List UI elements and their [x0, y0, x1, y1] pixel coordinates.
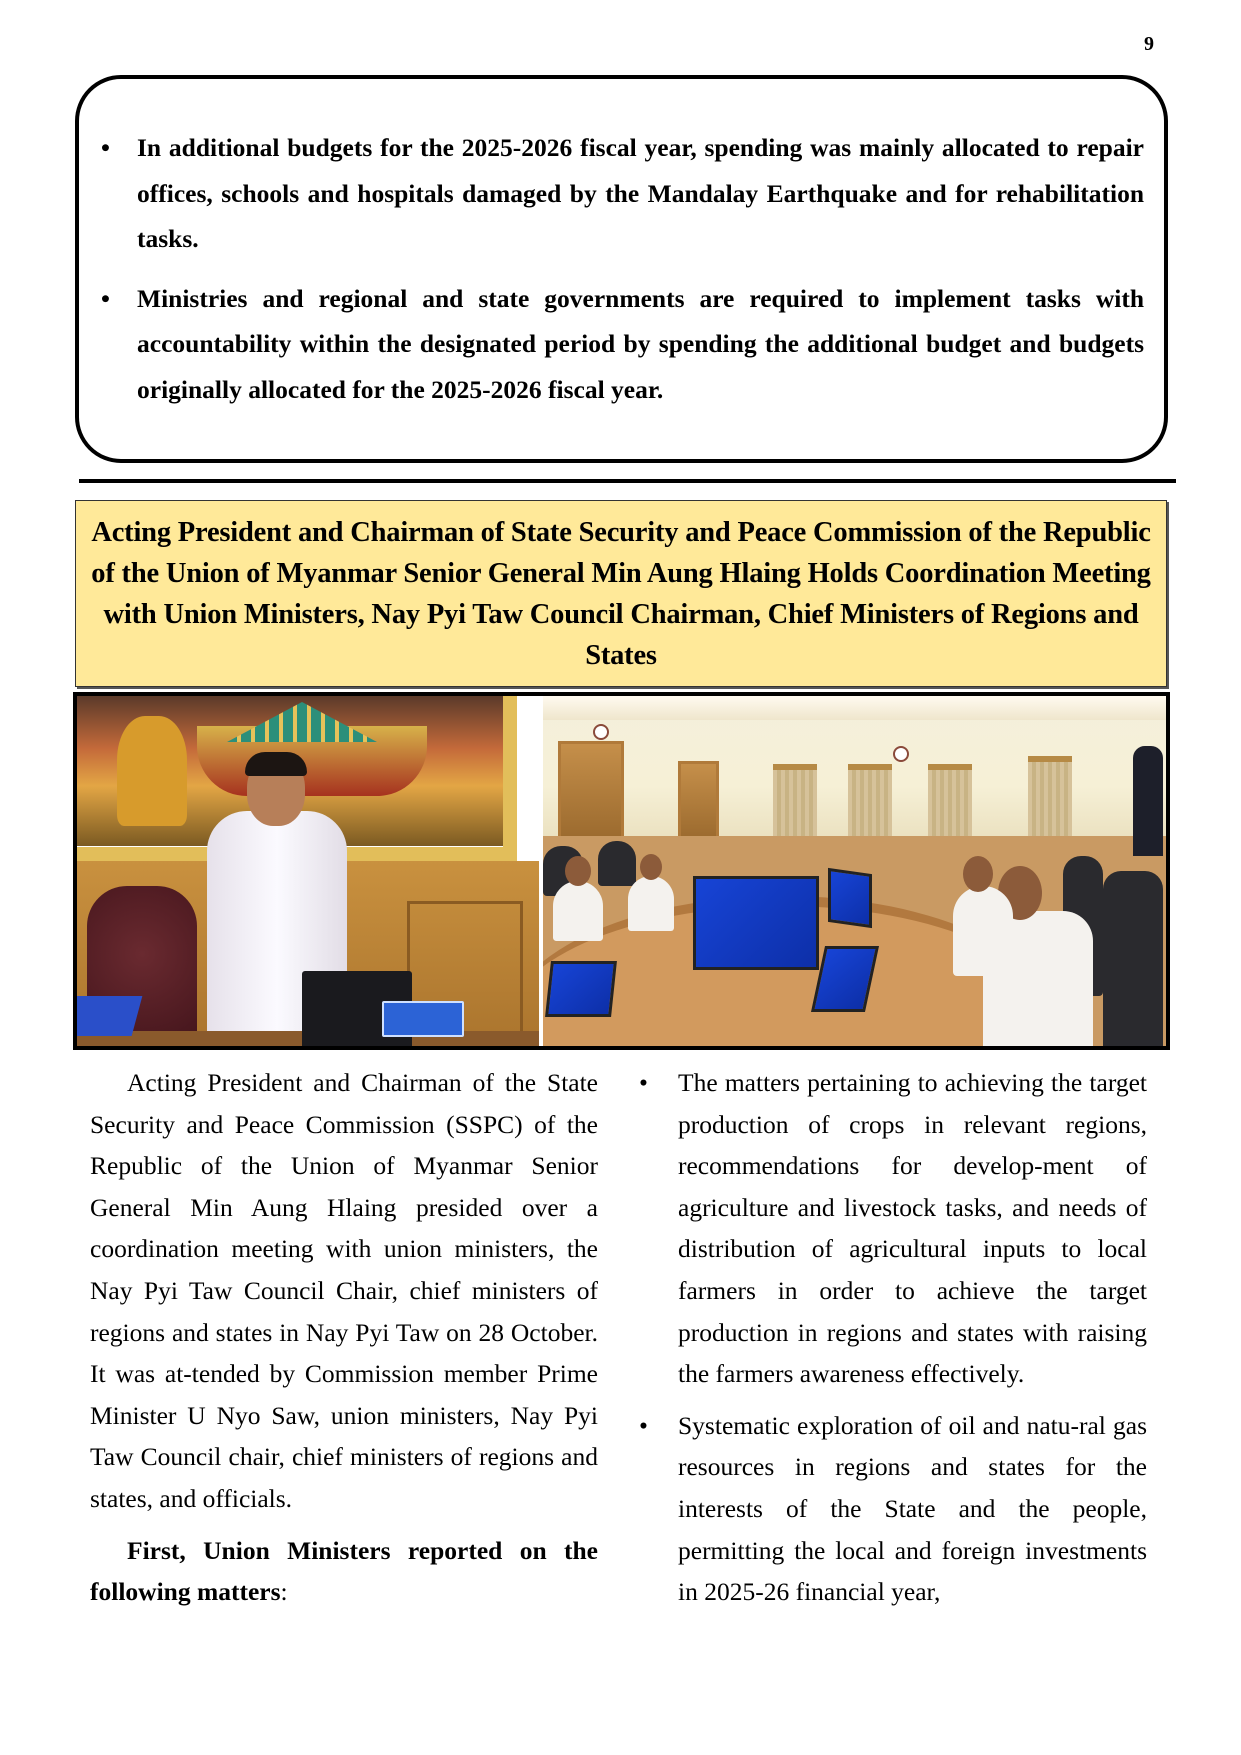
reported-matter-text: Systematic exploration of oil and natu-ral gas resources in regions and states for the interests of the State and the people, permitting the local and foreign investments in 2025-26 financial year,: [678, 1410, 1147, 1607]
wall-clock-icon: [593, 724, 609, 740]
window-curtain: [773, 764, 817, 845]
wooden-door: [558, 741, 624, 842]
article-headline: Acting President and Chairman of State Security and Peace Commission of the Republic of the Union of Myanmar Senior General Min Aung Hlaing Holds Coordination Meeting with Union Ministers, Nay Pyi Taw Council Chairman, Chief Ministers of Regions and States: [91, 516, 1151, 671]
summary-list: [79, 125, 1164, 426]
attendee-figure: [553, 881, 603, 941]
window-curtain: [928, 764, 972, 845]
lead-in-bold-text: First, Union Ministers reported on the following matters: [90, 1535, 598, 1607]
photo-meeting-hall: [543, 696, 1166, 1046]
nameplate: [382, 1001, 464, 1037]
summary-bullet-text: In additional budgets for the 2025-2026 fiscal year, spending was mainly allocated to repair offices, schools and hospitals damaged by the Mandalay Earthquake and for rehabilitation tasks.: [137, 133, 1144, 253]
summary-bullet-item: [79, 276, 1164, 413]
attendee-head: [565, 856, 591, 886]
page-number: 9: [1144, 33, 1154, 55]
attendee-head: [640, 854, 662, 880]
attendee-figure: [953, 886, 1013, 976]
laptop-screen: [77, 996, 142, 1036]
speaker-hair: [245, 752, 307, 776]
attendee-figure: [628, 876, 674, 931]
article-intro-paragraph: Acting President and Chairman of the State Security and Peace Commission (SSPC) of the Republic of the Union of Myanmar Senior General Min Aung Hlaing presided over a coordination meeting with union ministers, the Nay Pyi Taw Council Chair, chief ministers of regions and states in Nay Pyi Taw on 28 October. It was at-tended by Commission member Prime Minister U Nyo Saw, union ministers, Nay Pyi Taw Council chair, chief ministers of regions and states, and officials.: [90, 1068, 598, 1513]
photo-speaker: [77, 696, 539, 1046]
window-curtain: [1028, 756, 1072, 847]
summary-box: [75, 75, 1168, 463]
presentation-screen: [828, 868, 872, 928]
bullet-icon: •: [639, 1068, 648, 1097]
summary-bullet-text: Ministries and regional and state governments are required to implement tasks with accountability within the designated period by spending the additional budget and budgets originally allocated for the 2025-2026 fiscal year.: [137, 283, 1144, 404]
tablet-screen: [545, 961, 617, 1017]
reported-matters-list: [632, 1062, 1147, 1613]
article-lead-in: [90, 1530, 598, 1613]
bullet-icon: •: [101, 283, 110, 313]
presentation-screen: [693, 876, 819, 970]
attendee-head: [963, 856, 993, 892]
office-chair: [1103, 871, 1163, 1046]
wooden-door: [678, 761, 719, 842]
reported-matter-item: [632, 1405, 1147, 1613]
cameraman-figure: [1133, 746, 1163, 856]
headline-box: [75, 500, 1167, 687]
wall-clock-icon: [893, 746, 909, 762]
office-chair: [598, 841, 636, 886]
window-curtain: [848, 764, 892, 845]
article-right-column: [632, 1062, 1147, 1623]
section-divider: [79, 479, 1176, 483]
reported-matter-item: [632, 1062, 1147, 1395]
lead-in-colon: :: [280, 1577, 288, 1607]
hall-ceiling: [543, 696, 1166, 720]
bullet-icon: •: [639, 1410, 648, 1440]
bullet-icon: •: [101, 133, 110, 162]
photo-frame: [73, 692, 1170, 1050]
summary-bullet-item: [79, 125, 1164, 262]
reported-matter-text: The matters pertaining to achieving the target production of crops in relevant regions, recommendations for develop-ment of agriculture and livestock tasks, and needs of distribution of agricultural inputs to local farmers in order to achieve the target production in regions and states with raising the farmers awareness effectively.: [678, 1068, 1147, 1389]
article-left-column: [90, 1062, 598, 1613]
